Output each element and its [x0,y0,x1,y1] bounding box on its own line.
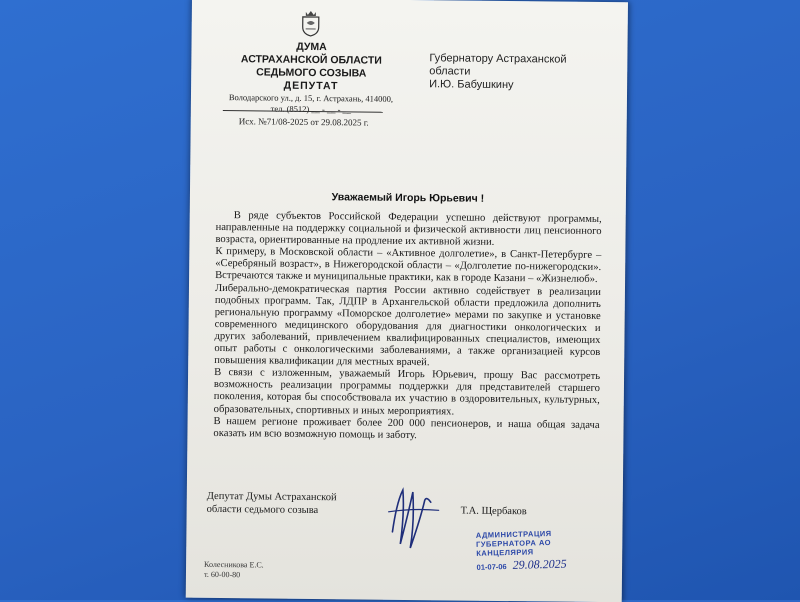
signatory-title-line2: области седьмого созыва [206,503,319,517]
recipient-line1: Губернатору Астраханской [429,52,567,66]
org-header [211,40,412,116]
stamp-line1: АДМИНИСТРАЦИЯ [475,528,552,540]
signatory-title-line1: Депутат Думы Астраханской [206,490,337,504]
sender-role: ДЕПУТАТ [283,79,339,93]
org-name-line2: АСТРАХАНСКОЙ ОБЛАСТИ [240,53,382,67]
letter-body [213,210,601,444]
executor-name: Колесникова Е.С. [204,559,264,570]
recipient-block [429,52,619,93]
stamp-date: 29.08.2025 [512,556,567,572]
executor-phone: т. 60-00-80 [203,569,241,580]
paragraph-4: В связи с изложенным, уважаемый Игорь Юрьевич, прошу Вас рассмотреть возможность реализации программы поддержки для представителей старшего поколения, которая бы способствовала их участию в оздоровительных, культурных, образовательных, спортивных и иных мероприятиях. [213,367,601,417]
org-name-line1: ДУМА [296,40,327,54]
stamp-line3: КАНЦЕЛЯРИЯ [476,547,534,558]
org-name-line3: СЕДЬМОГО СОЗЫВА [256,66,367,80]
recipient-line3: И.Ю. Бабушкину [429,78,514,92]
paragraph-5: В нашем регионе проживает более 200 000 пенсионеров, и наша общая задача оказать им всю возможную помощь и заботу. [213,415,600,441]
sender-address: Володарского ул., д. 15, г. Астрахань, 414000, [228,92,394,104]
signatory-name: Т.А. Щербаков [460,505,527,518]
recipient-line2: области [429,65,471,78]
sender-phone: тел. (8512) __ - __ - __ [270,103,352,115]
executor-info [204,560,264,581]
stamp-line2: ГУБЕРНАТОРА АО [475,537,552,549]
coat-of-arms-icon [300,9,322,37]
handwritten-signature-icon [382,482,445,555]
paragraph-1: В ряде субъектов Российской Федерации успешно действуют программы, направленные на поддержку социальной и физической активности лиц пенсионного возраста, ориентированные на продление их активной жизни. [215,210,602,249]
letter-greeting: Уважаемый Игорь Юрьевич ! [331,191,485,205]
paragraph-2: К примеру, в Московской области – «Активное долголетие», в Санкт-Петербурге – «Серебряный возраст», в Нижегородской области – «Долголетие по-нижегородски». Встречаются также и муниципальные практики, как в городе Казани – «Жизнелюб». [215,246,602,286]
paragraph-3: Либерально-демократическая партия России активно содействует в реализации подобных программ. Так, ЛДПР в Архангельской области предложила дополнить региональную программу «Поморское долголетие» мерами по закупке и установке современного медицинского оборудования для диагностики онкологических и других заболеваний, привлечением квалифицированных специалистов, имеющих опыт работы с онкологическими заболеваниями, а также организацией курсов повышения квалификации для местных врачей. [214,282,602,369]
stamp-code: 01-07-06 [476,562,507,572]
outgoing-number: Исх. №71/08-2025 от 29.08.2025 г. [238,116,369,128]
signatory-title [207,490,367,518]
letter-page [186,0,628,602]
registration-stamp [476,528,597,574]
